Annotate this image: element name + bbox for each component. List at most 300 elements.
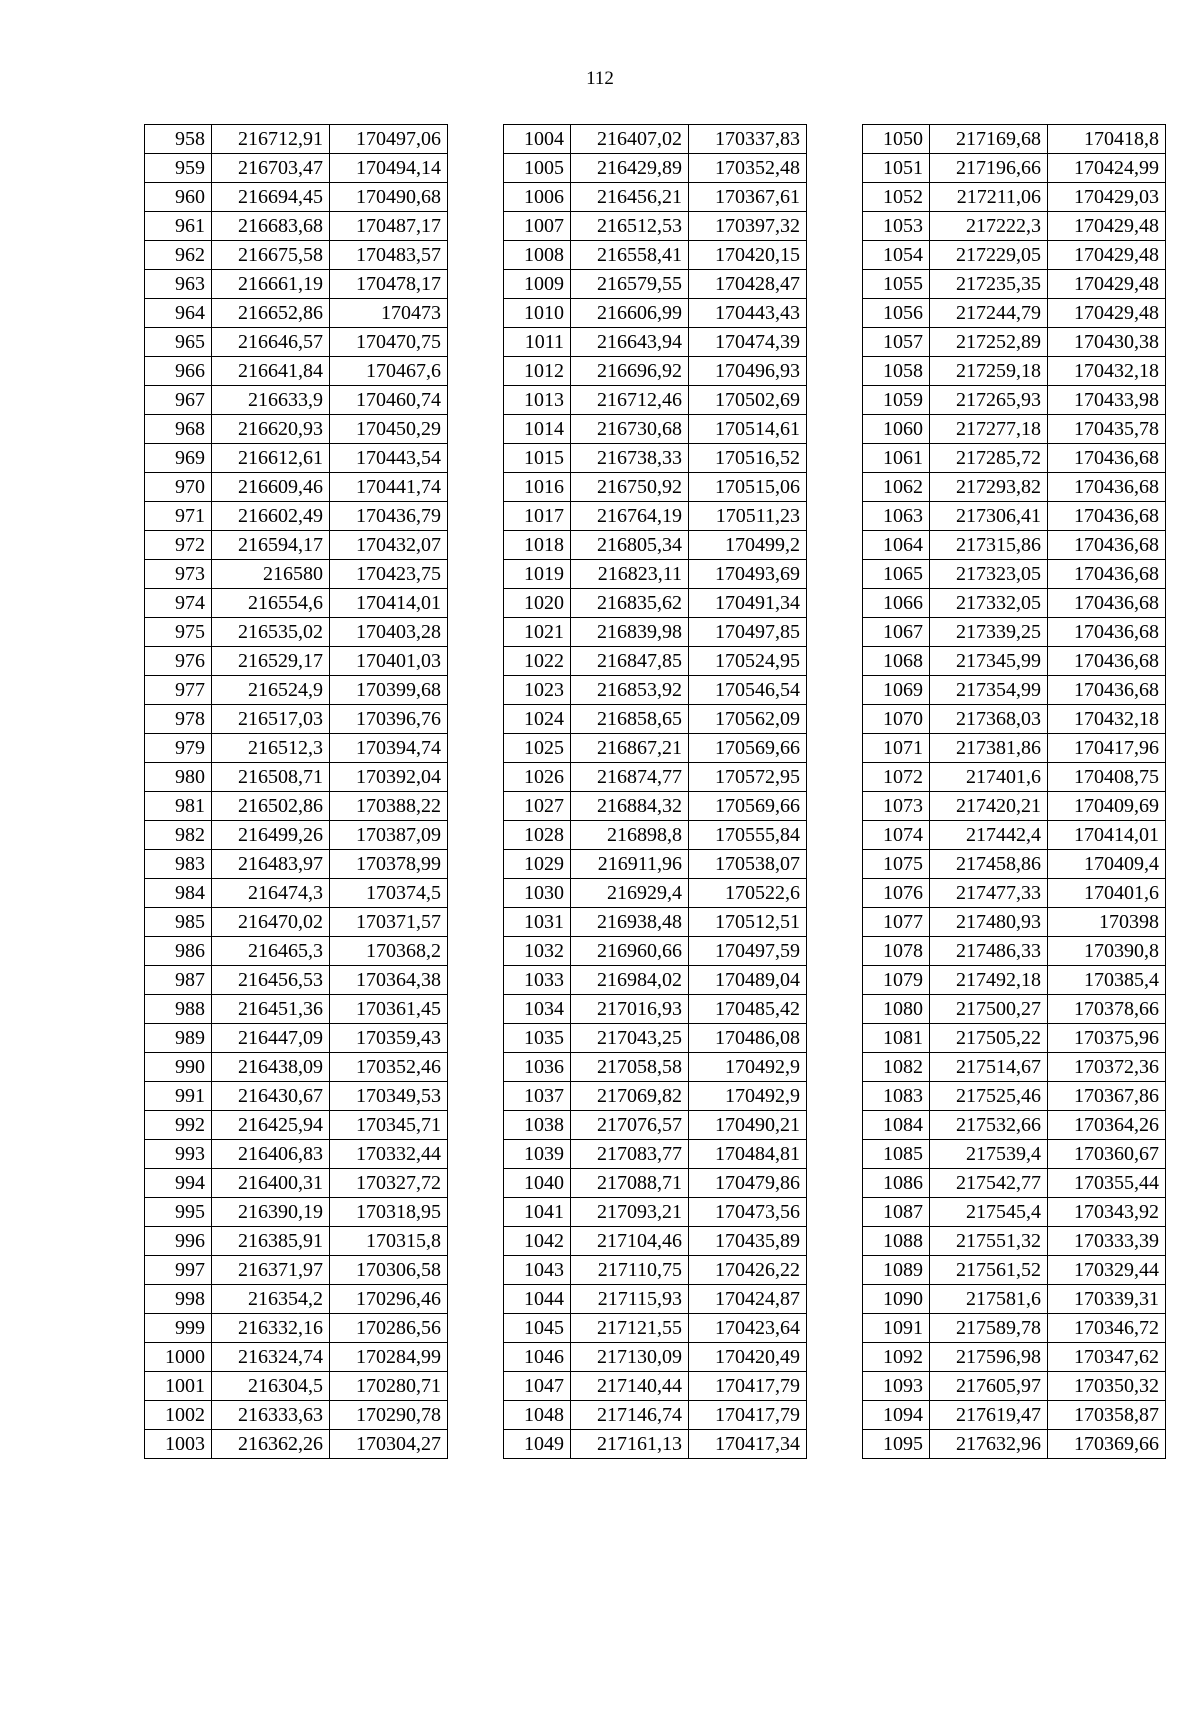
table-row bbox=[504, 1227, 807, 1256]
table-row bbox=[145, 908, 448, 937]
y-coordinate-cell: 170286,56 bbox=[330, 1314, 448, 1343]
x-coordinate-cell: 216805,34 bbox=[571, 531, 689, 560]
y-coordinate-cell: 170494,14 bbox=[330, 154, 448, 183]
x-coordinate-cell: 216400,31 bbox=[212, 1169, 330, 1198]
table-row bbox=[145, 270, 448, 299]
x-coordinate-cell: 217589,78 bbox=[930, 1314, 1048, 1343]
point-number-cell: 1047 bbox=[504, 1372, 571, 1401]
table-row bbox=[504, 1314, 807, 1343]
table-row bbox=[863, 270, 1166, 299]
x-coordinate-cell: 217043,25 bbox=[571, 1024, 689, 1053]
x-coordinate-cell: 216641,84 bbox=[212, 357, 330, 386]
point-number-cell: 1053 bbox=[863, 212, 930, 241]
x-coordinate-cell: 216512,3 bbox=[212, 734, 330, 763]
table-row bbox=[504, 1111, 807, 1140]
point-number-cell: 985 bbox=[145, 908, 212, 937]
table-row bbox=[863, 531, 1166, 560]
point-number-cell: 1068 bbox=[863, 647, 930, 676]
y-coordinate-cell: 170429,48 bbox=[1048, 299, 1166, 328]
x-coordinate-cell: 217551,32 bbox=[930, 1227, 1048, 1256]
table-row bbox=[145, 415, 448, 444]
point-number-cell: 1008 bbox=[504, 241, 571, 270]
table-row bbox=[504, 1256, 807, 1285]
x-coordinate-cell: 216558,41 bbox=[571, 241, 689, 270]
table-row bbox=[145, 1314, 448, 1343]
table-row bbox=[863, 1372, 1166, 1401]
table-row bbox=[504, 908, 807, 937]
table-row bbox=[504, 502, 807, 531]
x-coordinate-cell: 217161,13 bbox=[571, 1430, 689, 1459]
point-number-cell: 996 bbox=[145, 1227, 212, 1256]
x-coordinate-cell: 217368,03 bbox=[930, 705, 1048, 734]
y-coordinate-cell: 170343,92 bbox=[1048, 1198, 1166, 1227]
x-coordinate-cell: 217323,05 bbox=[930, 560, 1048, 589]
y-coordinate-cell: 170385,4 bbox=[1048, 966, 1166, 995]
table-row bbox=[863, 1082, 1166, 1111]
y-coordinate-cell: 170371,57 bbox=[330, 908, 448, 937]
point-number-cell: 1094 bbox=[863, 1401, 930, 1430]
x-coordinate-cell: 216694,45 bbox=[212, 183, 330, 212]
table-row bbox=[863, 444, 1166, 473]
table-row bbox=[863, 560, 1166, 589]
point-number-cell: 1067 bbox=[863, 618, 930, 647]
table-row bbox=[863, 357, 1166, 386]
y-coordinate-cell: 170339,31 bbox=[1048, 1285, 1166, 1314]
x-coordinate-cell: 216451,36 bbox=[212, 995, 330, 1024]
x-coordinate-cell: 216407,02 bbox=[571, 125, 689, 154]
x-coordinate-cell: 216898,8 bbox=[571, 821, 689, 850]
x-coordinate-cell: 217505,22 bbox=[930, 1024, 1048, 1053]
x-coordinate-cell: 216652,86 bbox=[212, 299, 330, 328]
y-coordinate-cell: 170401,03 bbox=[330, 647, 448, 676]
x-coordinate-cell: 216612,61 bbox=[212, 444, 330, 473]
point-number-cell: 968 bbox=[145, 415, 212, 444]
point-number-cell: 966 bbox=[145, 357, 212, 386]
x-coordinate-cell: 217381,86 bbox=[930, 734, 1048, 763]
table-row bbox=[504, 850, 807, 879]
point-number-cell: 971 bbox=[145, 502, 212, 531]
table-row bbox=[863, 676, 1166, 705]
table-row bbox=[504, 1285, 807, 1314]
table-row bbox=[504, 821, 807, 850]
y-coordinate-cell: 170516,52 bbox=[689, 444, 807, 473]
y-coordinate-cell: 170555,84 bbox=[689, 821, 807, 850]
y-coordinate-cell: 170360,67 bbox=[1048, 1140, 1166, 1169]
table-row bbox=[504, 1140, 807, 1169]
table-row bbox=[145, 1372, 448, 1401]
point-number-cell: 1031 bbox=[504, 908, 571, 937]
y-coordinate-cell: 170304,27 bbox=[330, 1430, 448, 1459]
x-coordinate-cell: 216362,26 bbox=[212, 1430, 330, 1459]
table-row bbox=[863, 1430, 1166, 1459]
point-number-cell: 1085 bbox=[863, 1140, 930, 1169]
y-coordinate-cell: 170473,56 bbox=[689, 1198, 807, 1227]
point-number-cell: 1049 bbox=[504, 1430, 571, 1459]
table-row bbox=[863, 183, 1166, 212]
y-coordinate-cell: 170394,74 bbox=[330, 734, 448, 763]
point-number-cell: 1014 bbox=[504, 415, 571, 444]
table-row bbox=[863, 647, 1166, 676]
x-coordinate-cell: 216474,3 bbox=[212, 879, 330, 908]
y-coordinate-cell: 170358,87 bbox=[1048, 1401, 1166, 1430]
point-number-cell: 1095 bbox=[863, 1430, 930, 1459]
x-coordinate-cell: 216703,47 bbox=[212, 154, 330, 183]
x-coordinate-cell: 217486,33 bbox=[930, 937, 1048, 966]
y-coordinate-cell: 170538,07 bbox=[689, 850, 807, 879]
table-row bbox=[863, 618, 1166, 647]
y-coordinate-cell: 170424,87 bbox=[689, 1285, 807, 1314]
point-number-cell: 986 bbox=[145, 937, 212, 966]
point-number-cell: 963 bbox=[145, 270, 212, 299]
y-coordinate-cell: 170436,68 bbox=[1048, 560, 1166, 589]
point-number-cell: 1057 bbox=[863, 328, 930, 357]
table-row bbox=[863, 299, 1166, 328]
point-number-cell: 1044 bbox=[504, 1285, 571, 1314]
x-coordinate-cell: 216508,71 bbox=[212, 763, 330, 792]
y-coordinate-cell: 170409,69 bbox=[1048, 792, 1166, 821]
point-number-cell: 1088 bbox=[863, 1227, 930, 1256]
x-coordinate-cell: 216354,2 bbox=[212, 1285, 330, 1314]
x-coordinate-cell: 216499,26 bbox=[212, 821, 330, 850]
y-coordinate-cell: 170392,04 bbox=[330, 763, 448, 792]
point-number-cell: 970 bbox=[145, 473, 212, 502]
table-row bbox=[145, 154, 448, 183]
y-coordinate-cell: 170496,93 bbox=[689, 357, 807, 386]
y-coordinate-cell: 170436,68 bbox=[1048, 444, 1166, 473]
x-coordinate-cell: 216675,58 bbox=[212, 241, 330, 270]
y-coordinate-cell: 170432,18 bbox=[1048, 357, 1166, 386]
table-row bbox=[145, 821, 448, 850]
y-coordinate-cell: 170572,95 bbox=[689, 763, 807, 792]
y-coordinate-cell: 170473 bbox=[330, 299, 448, 328]
x-coordinate-cell: 216750,92 bbox=[571, 473, 689, 502]
y-coordinate-cell: 170420,49 bbox=[689, 1343, 807, 1372]
x-coordinate-cell: 216847,85 bbox=[571, 647, 689, 676]
x-coordinate-cell: 216529,17 bbox=[212, 647, 330, 676]
y-coordinate-cell: 170318,95 bbox=[330, 1198, 448, 1227]
table-row bbox=[145, 502, 448, 531]
point-number-cell: 1016 bbox=[504, 473, 571, 502]
x-coordinate-cell: 216483,97 bbox=[212, 850, 330, 879]
y-coordinate-cell: 170417,79 bbox=[689, 1401, 807, 1430]
y-coordinate-cell: 170470,75 bbox=[330, 328, 448, 357]
table-row bbox=[504, 531, 807, 560]
table-row bbox=[504, 705, 807, 734]
y-coordinate-cell: 170483,57 bbox=[330, 241, 448, 270]
x-coordinate-cell: 217401,6 bbox=[930, 763, 1048, 792]
point-number-cell: 1022 bbox=[504, 647, 571, 676]
point-number-cell: 1050 bbox=[863, 125, 930, 154]
y-coordinate-cell: 170436,68 bbox=[1048, 531, 1166, 560]
point-number-cell: 1072 bbox=[863, 763, 930, 792]
table-row bbox=[145, 1024, 448, 1053]
y-coordinate-cell: 170546,54 bbox=[689, 676, 807, 705]
x-coordinate-cell: 216938,48 bbox=[571, 908, 689, 937]
point-number-cell: 1069 bbox=[863, 676, 930, 705]
point-number-cell: 982 bbox=[145, 821, 212, 850]
y-coordinate-cell: 170414,01 bbox=[330, 589, 448, 618]
table-row bbox=[863, 473, 1166, 502]
point-number-cell: 1061 bbox=[863, 444, 930, 473]
x-coordinate-cell: 216429,89 bbox=[571, 154, 689, 183]
y-coordinate-cell: 170352,46 bbox=[330, 1053, 448, 1082]
x-coordinate-cell: 217500,27 bbox=[930, 995, 1048, 1024]
table-row bbox=[145, 241, 448, 270]
y-coordinate-cell: 170399,68 bbox=[330, 676, 448, 705]
point-number-cell: 1066 bbox=[863, 589, 930, 618]
point-number-cell: 1019 bbox=[504, 560, 571, 589]
point-number-cell: 1033 bbox=[504, 966, 571, 995]
point-number-cell: 1043 bbox=[504, 1256, 571, 1285]
x-coordinate-cell: 216633,9 bbox=[212, 386, 330, 415]
x-coordinate-cell: 217093,21 bbox=[571, 1198, 689, 1227]
point-number-cell: 990 bbox=[145, 1053, 212, 1082]
y-coordinate-cell: 170296,46 bbox=[330, 1285, 448, 1314]
x-coordinate-cell: 217306,41 bbox=[930, 502, 1048, 531]
table-row bbox=[145, 734, 448, 763]
y-coordinate-cell: 170375,96 bbox=[1048, 1024, 1166, 1053]
x-coordinate-cell: 217016,93 bbox=[571, 995, 689, 1024]
point-number-cell: 992 bbox=[145, 1111, 212, 1140]
point-number-cell: 1056 bbox=[863, 299, 930, 328]
point-number-cell: 1058 bbox=[863, 357, 930, 386]
point-number-cell: 975 bbox=[145, 618, 212, 647]
x-coordinate-cell: 217140,44 bbox=[571, 1372, 689, 1401]
x-coordinate-cell: 216465,3 bbox=[212, 937, 330, 966]
table-row bbox=[145, 328, 448, 357]
y-coordinate-cell: 170388,22 bbox=[330, 792, 448, 821]
y-coordinate-cell: 170350,32 bbox=[1048, 1372, 1166, 1401]
x-coordinate-cell: 217525,46 bbox=[930, 1082, 1048, 1111]
table-row bbox=[145, 1430, 448, 1459]
x-coordinate-cell: 216304,5 bbox=[212, 1372, 330, 1401]
point-number-cell: 1002 bbox=[145, 1401, 212, 1430]
point-number-cell: 1090 bbox=[863, 1285, 930, 1314]
x-coordinate-cell: 216738,33 bbox=[571, 444, 689, 473]
y-coordinate-cell: 170502,69 bbox=[689, 386, 807, 415]
y-coordinate-cell: 170436,68 bbox=[1048, 502, 1166, 531]
point-number-cell: 961 bbox=[145, 212, 212, 241]
point-number-cell: 1086 bbox=[863, 1169, 930, 1198]
point-number-cell: 978 bbox=[145, 705, 212, 734]
x-coordinate-cell: 216406,83 bbox=[212, 1140, 330, 1169]
y-coordinate-cell: 170369,66 bbox=[1048, 1430, 1166, 1459]
point-number-cell: 1078 bbox=[863, 937, 930, 966]
point-number-cell: 1038 bbox=[504, 1111, 571, 1140]
x-coordinate-cell: 216835,62 bbox=[571, 589, 689, 618]
y-coordinate-cell: 170420,15 bbox=[689, 241, 807, 270]
table-row bbox=[504, 995, 807, 1024]
x-coordinate-cell: 216661,19 bbox=[212, 270, 330, 299]
x-coordinate-cell: 217211,06 bbox=[930, 183, 1048, 212]
point-number-cell: 1063 bbox=[863, 502, 930, 531]
table-row bbox=[145, 1111, 448, 1140]
x-coordinate-cell: 217110,75 bbox=[571, 1256, 689, 1285]
point-number-cell: 987 bbox=[145, 966, 212, 995]
table-row bbox=[863, 1314, 1166, 1343]
point-number-cell: 1075 bbox=[863, 850, 930, 879]
point-number-cell: 1060 bbox=[863, 415, 930, 444]
table-row bbox=[863, 734, 1166, 763]
y-coordinate-cell: 170515,06 bbox=[689, 473, 807, 502]
y-coordinate-cell: 170489,04 bbox=[689, 966, 807, 995]
x-coordinate-cell: 217619,47 bbox=[930, 1401, 1048, 1430]
point-number-cell: 1083 bbox=[863, 1082, 930, 1111]
table-row bbox=[863, 241, 1166, 270]
table-row bbox=[863, 1256, 1166, 1285]
point-number-cell: 1032 bbox=[504, 937, 571, 966]
point-number-cell: 1089 bbox=[863, 1256, 930, 1285]
y-coordinate-cell: 170378,66 bbox=[1048, 995, 1166, 1024]
y-coordinate-cell: 170443,54 bbox=[330, 444, 448, 473]
y-coordinate-cell: 170403,28 bbox=[330, 618, 448, 647]
point-number-cell: 1028 bbox=[504, 821, 571, 850]
x-coordinate-cell: 216984,02 bbox=[571, 966, 689, 995]
table-row bbox=[145, 183, 448, 212]
x-coordinate-cell: 217169,68 bbox=[930, 125, 1048, 154]
x-coordinate-cell: 217235,35 bbox=[930, 270, 1048, 299]
x-coordinate-cell: 216580 bbox=[212, 560, 330, 589]
table-row bbox=[504, 212, 807, 241]
y-coordinate-cell: 170397,32 bbox=[689, 212, 807, 241]
coordinates-table-3 bbox=[862, 124, 1166, 1459]
x-coordinate-cell: 217480,93 bbox=[930, 908, 1048, 937]
y-coordinate-cell: 170378,99 bbox=[330, 850, 448, 879]
point-number-cell: 994 bbox=[145, 1169, 212, 1198]
y-coordinate-cell: 170327,72 bbox=[330, 1169, 448, 1198]
page-number: 112 bbox=[586, 68, 614, 89]
point-number-cell: 993 bbox=[145, 1140, 212, 1169]
x-coordinate-cell: 217420,21 bbox=[930, 792, 1048, 821]
y-coordinate-cell: 170511,23 bbox=[689, 502, 807, 531]
x-coordinate-cell: 217596,98 bbox=[930, 1343, 1048, 1372]
x-coordinate-cell: 216643,94 bbox=[571, 328, 689, 357]
y-coordinate-cell: 170364,26 bbox=[1048, 1111, 1166, 1140]
table-row bbox=[145, 299, 448, 328]
y-coordinate-cell: 170497,06 bbox=[330, 125, 448, 154]
x-coordinate-cell: 216712,46 bbox=[571, 386, 689, 415]
x-coordinate-cell: 217581,6 bbox=[930, 1285, 1048, 1314]
y-coordinate-cell: 170569,66 bbox=[689, 792, 807, 821]
x-coordinate-cell: 216867,21 bbox=[571, 734, 689, 763]
point-number-cell: 1074 bbox=[863, 821, 930, 850]
point-number-cell: 1076 bbox=[863, 879, 930, 908]
x-coordinate-cell: 216911,96 bbox=[571, 850, 689, 879]
table-row bbox=[504, 386, 807, 415]
y-coordinate-cell: 170522,6 bbox=[689, 879, 807, 908]
table-row bbox=[145, 647, 448, 676]
table-row bbox=[863, 879, 1166, 908]
x-coordinate-cell: 216646,57 bbox=[212, 328, 330, 357]
table-row bbox=[504, 1169, 807, 1198]
point-number-cell: 1024 bbox=[504, 705, 571, 734]
x-coordinate-cell: 217539,4 bbox=[930, 1140, 1048, 1169]
x-coordinate-cell: 217332,05 bbox=[930, 589, 1048, 618]
table-row bbox=[504, 1082, 807, 1111]
table-row bbox=[863, 328, 1166, 357]
point-number-cell: 1055 bbox=[863, 270, 930, 299]
table-row bbox=[145, 850, 448, 879]
point-number-cell: 1045 bbox=[504, 1314, 571, 1343]
y-coordinate-cell: 170329,44 bbox=[1048, 1256, 1166, 1285]
x-coordinate-cell: 217458,86 bbox=[930, 850, 1048, 879]
point-number-cell: 1077 bbox=[863, 908, 930, 937]
y-coordinate-cell: 170497,85 bbox=[689, 618, 807, 647]
point-number-cell: 1006 bbox=[504, 183, 571, 212]
x-coordinate-cell: 216823,11 bbox=[571, 560, 689, 589]
table-row bbox=[145, 1053, 448, 1082]
point-number-cell: 1054 bbox=[863, 241, 930, 270]
table-row bbox=[504, 1198, 807, 1227]
x-coordinate-cell: 216960,66 bbox=[571, 937, 689, 966]
table-row bbox=[504, 966, 807, 995]
x-coordinate-cell: 217285,72 bbox=[930, 444, 1048, 473]
y-coordinate-cell: 170346,72 bbox=[1048, 1314, 1166, 1343]
y-coordinate-cell: 170474,39 bbox=[689, 328, 807, 357]
y-coordinate-cell: 170367,61 bbox=[689, 183, 807, 212]
y-coordinate-cell: 170479,86 bbox=[689, 1169, 807, 1198]
table-row bbox=[145, 473, 448, 502]
point-number-cell: 1011 bbox=[504, 328, 571, 357]
point-number-cell: 958 bbox=[145, 125, 212, 154]
x-coordinate-cell: 217561,52 bbox=[930, 1256, 1048, 1285]
y-coordinate-cell: 170364,38 bbox=[330, 966, 448, 995]
table-row bbox=[145, 560, 448, 589]
table-row bbox=[504, 125, 807, 154]
x-coordinate-cell: 217293,82 bbox=[930, 473, 1048, 502]
y-coordinate-cell: 170432,07 bbox=[330, 531, 448, 560]
y-coordinate-cell: 170352,48 bbox=[689, 154, 807, 183]
x-coordinate-cell: 216456,21 bbox=[571, 183, 689, 212]
point-number-cell: 1023 bbox=[504, 676, 571, 705]
table-row bbox=[863, 1111, 1166, 1140]
x-coordinate-cell: 217339,25 bbox=[930, 618, 1048, 647]
y-coordinate-cell: 170368,2 bbox=[330, 937, 448, 966]
point-number-cell: 1012 bbox=[504, 357, 571, 386]
point-number-cell: 1013 bbox=[504, 386, 571, 415]
table-row bbox=[145, 589, 448, 618]
table-row bbox=[504, 879, 807, 908]
point-number-cell: 1041 bbox=[504, 1198, 571, 1227]
y-coordinate-cell: 170396,76 bbox=[330, 705, 448, 734]
x-coordinate-cell: 216554,6 bbox=[212, 589, 330, 618]
table-row bbox=[863, 1198, 1166, 1227]
x-coordinate-cell: 216606,99 bbox=[571, 299, 689, 328]
table-row bbox=[504, 1372, 807, 1401]
x-coordinate-cell: 216524,9 bbox=[212, 676, 330, 705]
table-row bbox=[863, 1169, 1166, 1198]
table-row bbox=[504, 589, 807, 618]
table-row bbox=[145, 705, 448, 734]
table-row bbox=[504, 473, 807, 502]
point-number-cell: 1062 bbox=[863, 473, 930, 502]
table-row bbox=[145, 444, 448, 473]
x-coordinate-cell: 217058,58 bbox=[571, 1053, 689, 1082]
point-number-cell: 1009 bbox=[504, 270, 571, 299]
y-coordinate-cell: 170433,98 bbox=[1048, 386, 1166, 415]
x-coordinate-cell: 216579,55 bbox=[571, 270, 689, 299]
table-row bbox=[863, 1227, 1166, 1256]
point-number-cell: 988 bbox=[145, 995, 212, 1024]
table-row bbox=[504, 1401, 807, 1430]
table-row bbox=[504, 299, 807, 328]
table-row bbox=[863, 705, 1166, 734]
table-row bbox=[504, 560, 807, 589]
y-coordinate-cell: 170306,58 bbox=[330, 1256, 448, 1285]
point-number-cell: 977 bbox=[145, 676, 212, 705]
x-coordinate-cell: 217514,67 bbox=[930, 1053, 1048, 1082]
table-row bbox=[863, 792, 1166, 821]
